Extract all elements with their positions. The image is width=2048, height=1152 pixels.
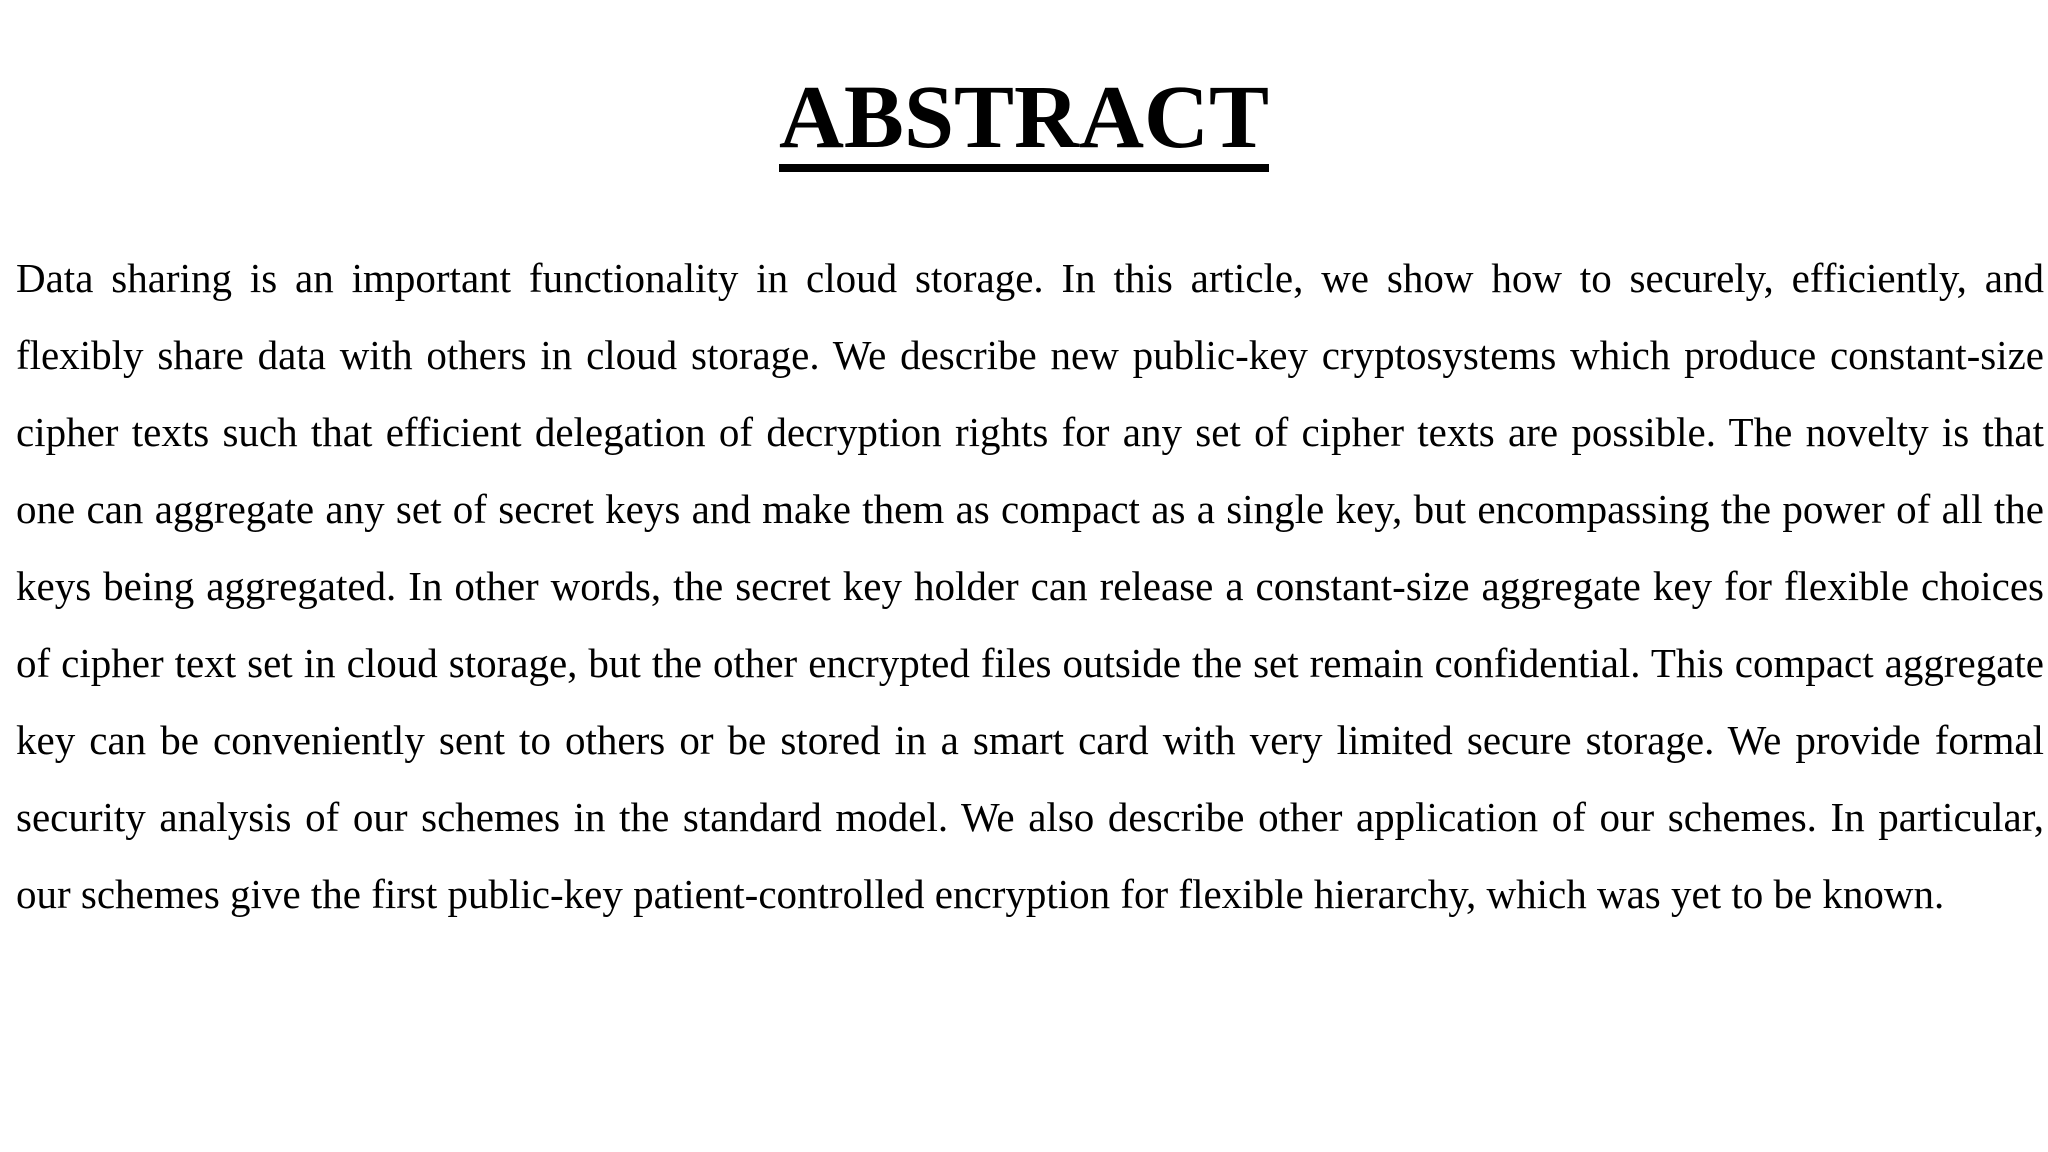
abstract-paragraph: Data sharing is an important functionality in cloud storage. In this article, we show how to securely, efficiently, and flexibly share data with others in cloud storage. We describe new public-key cryptosystems which produce constant-size cipher texts such that efficient delegation of decryption rights for any set of cipher texts are possible. The novelty is that one can aggregate any set of secret keys and make them as compact as a single key, but encompassing the power of all the keys being aggregated. In other words, the secret key holder can release a constant-size aggregate key for flexible choices of cipher text set in cloud storage, but the other encrypted files outside the set remain confidential. This compact aggregate key can be conveniently sent to others or be stored in a smart card with very limited secure storage. We provide formal security analysis of our schemes in the standard model. We also describe other application of our schemes. In particular, our schemes give the first public-key patient-controlled encryption for flexible hierarchy, which was yet to be known.: [16, 255, 2044, 917]
page-title: [0, 68, 2048, 172]
title-text: ABSTRACT: [779, 74, 1269, 172]
